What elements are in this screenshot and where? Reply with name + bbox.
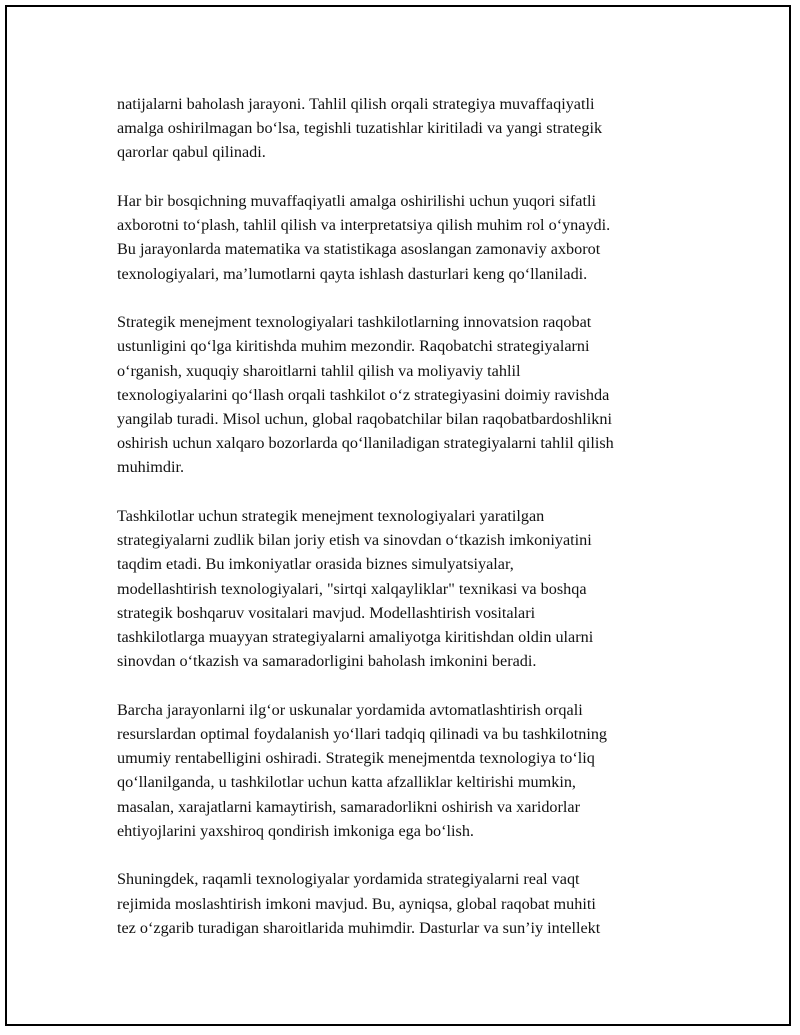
text-line: umumiy rentabelligini oshiradi. Strategik menejmentda texnologiya to‘liq (117, 749, 595, 768)
text-line: o‘rganish, xuquqiy sharoitlarni tahlil qilish va moliyaviy tahlil (117, 361, 521, 380)
paragraph-6 (117, 867, 697, 940)
document-body (117, 92, 697, 964)
text-line: amalga oshirilmagan bo‘lsa, tegishli tuzatishlar kiritiladi va yangi strategik (117, 119, 603, 138)
text-line: Shuningdek, raqamli texnologiyalar yordamida strategiyalarni real vaqt (117, 870, 580, 889)
text-line: Bu jarayonlarda matematika va statistikaga asoslangan zamonaviy axborot (117, 240, 601, 259)
text-line: masalan, xarajatlarni kamaytirish, samaradorlikni oshirish va xaridorlar (117, 797, 580, 816)
text-line: muhimdir. (117, 458, 185, 477)
text-line: oshirish uchun xalqaro bozorlarda qo‘llaniladigan strategiyalarni tahlil qilish (117, 434, 614, 453)
paragraph-3 (117, 310, 697, 479)
text-line: ehtiyojlarini yaxshiroq qondirish imkoniga ega bo‘lish. (117, 821, 474, 840)
text-line: texnologiyalarini qo‘llash orqali tashkilot o‘z strategiyasini doimiy ravishda (117, 385, 610, 404)
text-line: Har bir bosqichning muvaffaqiyatli amalga oshirilishi uchun yuqori sifatli (117, 192, 596, 210)
text-line: texnologiyalari, ma’lumotlarni qayta ishlash dasturlari keng qo‘llaniladi. (117, 264, 588, 283)
text-line: resurslardan optimal foydalanish yo‘llari tadqiq qilinadi va bu tashkilotning (117, 725, 608, 744)
text-line: strategiyalarni zudlik bilan joriy etish va sinovdan o‘tkazish imkoniyatini (117, 531, 592, 550)
text-line: Tashkilotlar uchun strategik menejment texnologiyalari yaratilgan (117, 507, 545, 526)
text-line: qo‘llanilganda, u tashkilotlar uchun katta afzalliklar keltirishi mumkin, (117, 773, 576, 792)
text-line: qarorlar qabul qilinadi. (117, 143, 266, 162)
text-line: yangilab turadi. Misol uchun, global raqobatchilar bilan raqobatbardoshlikni (117, 410, 612, 429)
text-line: natijalarni baholash jarayoni. Tahlil qilish orqali strategiya muvaffaqiyatli (117, 95, 595, 113)
paragraph-4 (117, 504, 697, 673)
text-line: tashkilotlarga muayyan strategiyalarni amaliyotga kiritishdan oldin ularni (117, 628, 594, 647)
text-line: Strategik menejment texnologiyalari tashkilotlarning innovatsion raqobat (117, 313, 592, 332)
text-line: sinovdan o‘tkazish va samaradorligini baholash imkonini beradi. (117, 652, 537, 671)
text-line: rejimida moslashtirish imkoni mavjud. Bu, ayniqsa, global raqobat muhiti (117, 894, 596, 913)
paragraph-5 (117, 698, 697, 843)
text-line: Barcha jarayonlarni ilg‘or uskunalar yordamida avtomatlashtirish orqali (117, 700, 583, 719)
paragraph-2 (117, 189, 697, 286)
text-line: modellashtirish texnologiyalari, "sirtqi xalqayliklar" texnikasi va boshqa (117, 579, 587, 598)
text-line: ustunligini qo‘lga kiritishda muhim mezondir. Raqobatchi strategiyalarni (117, 337, 590, 356)
text-line: strategik boshqaruv vositalari mavjud. Modellashtirish vositalari (117, 603, 536, 622)
text-line: taqdim etadi. Bu imkoniyatlar orasida biznes simulyatsiyalar, (117, 555, 514, 574)
text-line: tez o‘zgarib turadigan sharoitlarida muhimdir. Dasturlar va sun’iy intellekt (117, 918, 601, 937)
text-line: axborotni to‘plash, tahlil qilish va interpretatsiya qilish muhim rol o‘ynaydi. (117, 216, 611, 235)
paragraph-1 (117, 92, 697, 165)
